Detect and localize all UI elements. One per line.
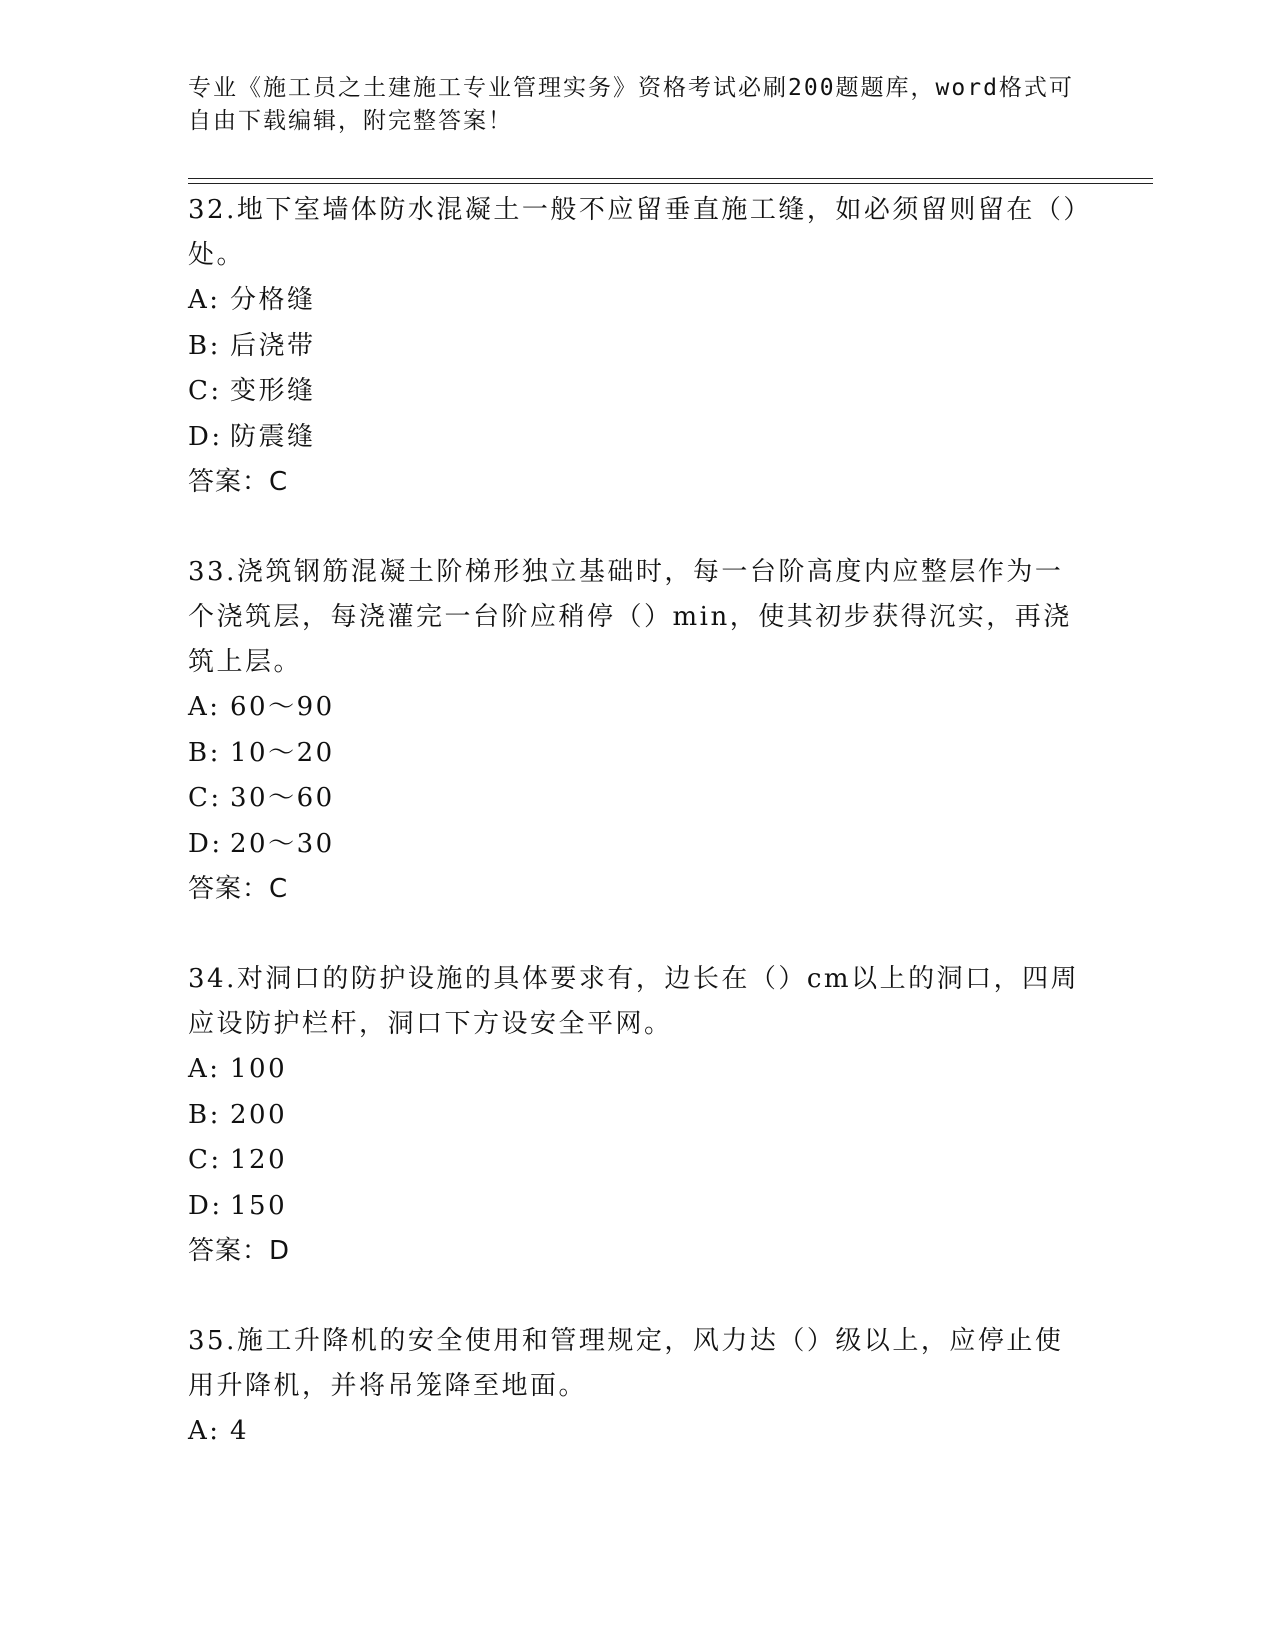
option-value: 10～20 xyxy=(230,737,335,768)
option-key: A: xyxy=(188,1416,221,1446)
option-value: 分格缝 xyxy=(230,285,316,315)
question-text: 32.地下室墙体防水混凝土一般不应留垂直施工缝，如必须留则留在（）处。 xyxy=(188,195,1079,270)
option-value: 100 xyxy=(230,1054,288,1084)
option-a xyxy=(188,1409,1088,1455)
option-key: D: xyxy=(188,1190,223,1221)
option-key: B: xyxy=(188,1099,221,1130)
option-key: A: xyxy=(188,285,221,315)
option-value: 60～90 xyxy=(230,692,335,722)
question-text: 35.施工升降机的安全使用和管理规定，风力达（）级以上，应停止使用升降机，并将吊笼降至地面。 xyxy=(188,1326,1064,1401)
option-value: 变形缝 xyxy=(230,376,316,406)
option-key: A: xyxy=(188,1054,221,1084)
question-33 xyxy=(188,550,1088,912)
option-d xyxy=(188,822,1088,868)
question-34 xyxy=(188,957,1088,1274)
option-value: 后浇带 xyxy=(230,330,316,361)
option-value: 120 xyxy=(230,1145,288,1175)
header-divider-bottom xyxy=(188,183,1153,184)
question-text: 33.浇筑钢筋混凝土阶梯形独立基础时，每一台阶高度内应整层作为一个浇筑层，每浇灌完一台阶应稍停（）min，使其初步获得沉实，再浇筑上层。 xyxy=(188,557,1072,677)
document-header xyxy=(188,72,1074,138)
option-key: C: xyxy=(188,783,222,813)
option-b xyxy=(188,731,1088,777)
answer-text: 答案：D xyxy=(188,1236,291,1266)
option-c xyxy=(188,776,1088,822)
option-b xyxy=(188,1093,1088,1139)
option-key: B: xyxy=(188,330,221,361)
header-divider-top xyxy=(188,178,1153,179)
header-line-1: 专业《施工员之土建施工专业管理实务》资格考试必刷200题题库，word格式可 xyxy=(188,75,1074,101)
option-d xyxy=(188,1184,1088,1230)
option-c xyxy=(188,369,1088,415)
option-key: B: xyxy=(188,737,221,768)
option-value: 150 xyxy=(230,1190,288,1221)
option-a xyxy=(188,685,1088,731)
option-key: D: xyxy=(188,828,223,859)
header-line-2: 自由下载编辑，附完整答案！ xyxy=(188,108,513,134)
option-value: 200 xyxy=(230,1099,288,1130)
option-a xyxy=(188,278,1088,324)
option-key: A: xyxy=(188,692,221,722)
option-value: 20～30 xyxy=(230,828,335,859)
option-key: C: xyxy=(188,376,222,406)
option-b xyxy=(188,324,1088,370)
option-value: 防震缝 xyxy=(230,421,316,452)
option-d xyxy=(188,415,1088,461)
question-32 xyxy=(188,188,1088,505)
answer-text: 答案：C xyxy=(188,874,289,904)
question-list xyxy=(188,188,1088,1455)
option-key: C: xyxy=(188,1145,222,1175)
option-value: 4 xyxy=(230,1416,250,1446)
question-35 xyxy=(188,1319,1088,1455)
option-value: 30～60 xyxy=(230,783,335,813)
option-key: D: xyxy=(188,421,223,452)
answer-text: 答案：C xyxy=(188,467,289,497)
question-text: 34.对洞口的防护设施的具体要求有，边长在（）cm以上的洞口，四周应设防护栏杆，洞口下方设安全平网。 xyxy=(188,964,1080,1039)
option-a xyxy=(188,1047,1088,1093)
option-c xyxy=(188,1138,1088,1184)
